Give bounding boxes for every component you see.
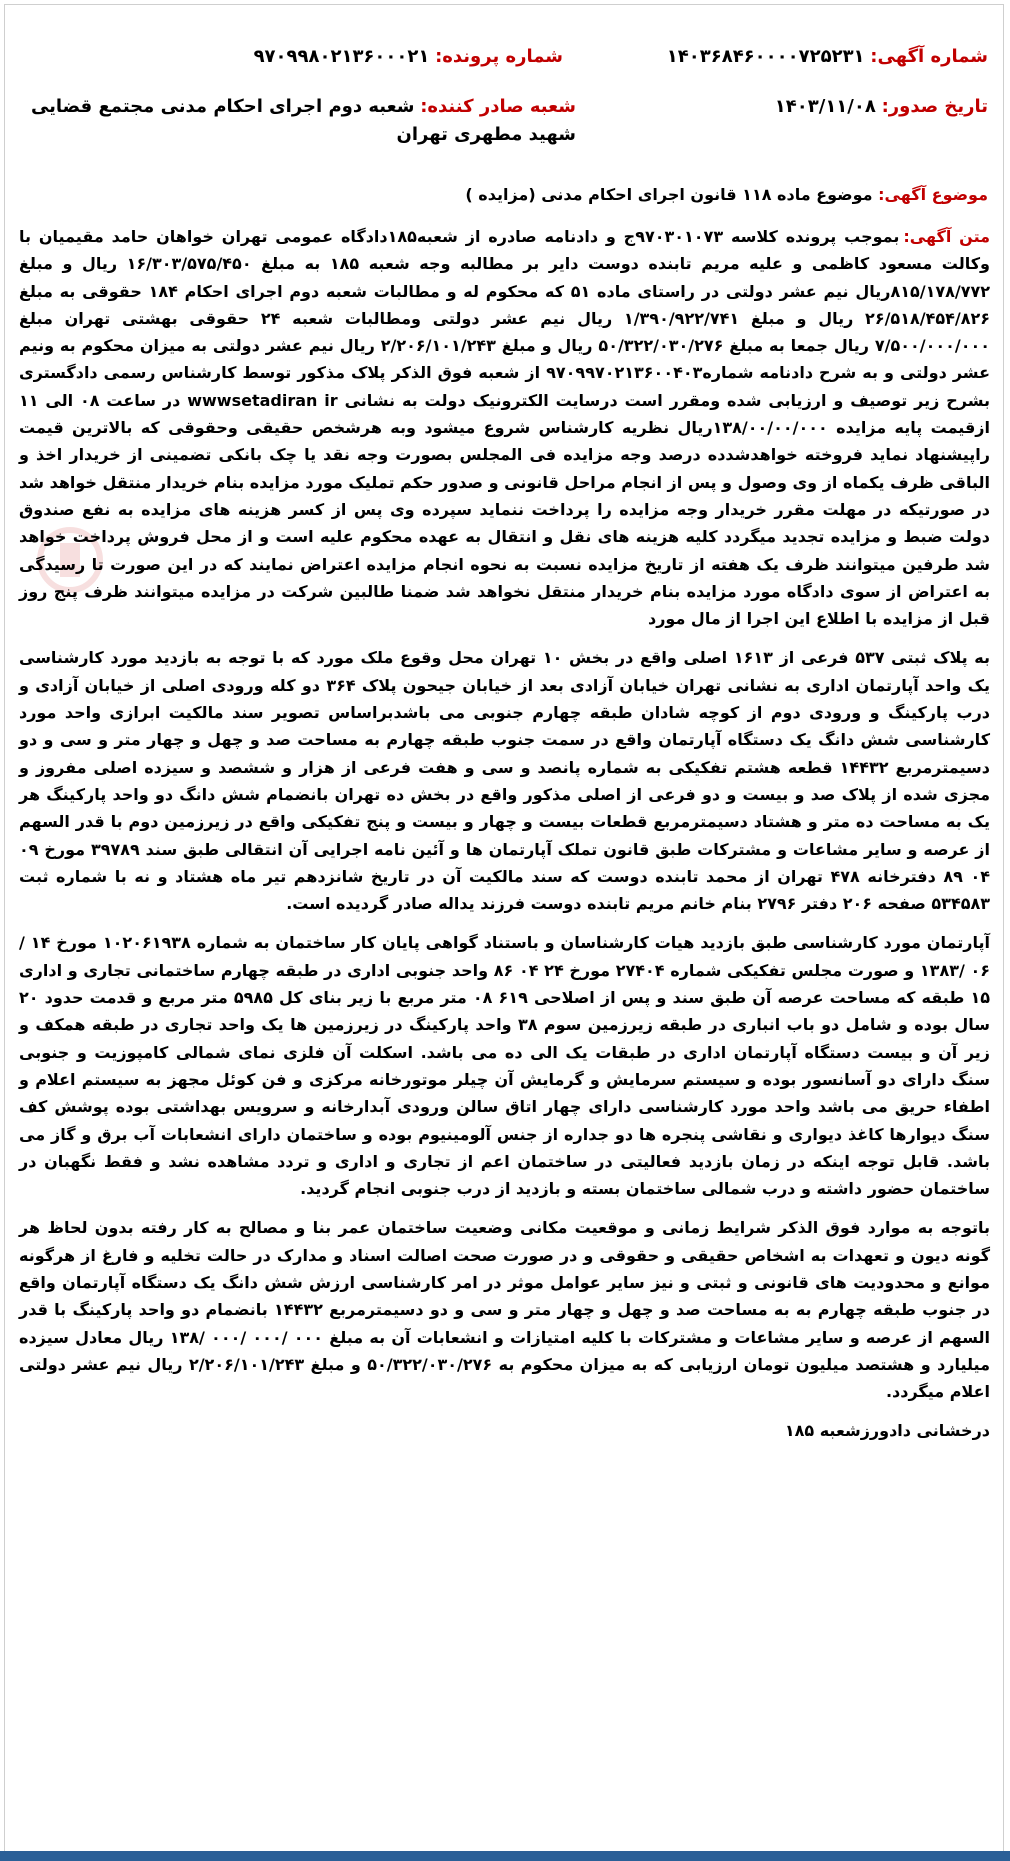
- notice-body: [19, 223, 990, 1457]
- issue-date-field: [775, 93, 988, 121]
- ad-number-label: شماره آگهی:: [870, 46, 988, 67]
- case-number-field: [254, 43, 563, 71]
- body-label: متن آگهی:: [903, 227, 990, 246]
- case-number-label: شماره پرونده:: [435, 46, 563, 67]
- issuing-branch-field: [16, 93, 576, 149]
- body-paragraph-1: [19, 223, 990, 632]
- subject-label: موضوع آگهی:: [878, 185, 988, 204]
- ad-number-field: [667, 43, 988, 71]
- issue-date-label: تاریخ صدور:: [881, 96, 988, 117]
- case-number-value: ۹۷۰۹۹۸۰۲۱۳۶۰۰۰۲۱: [253, 46, 430, 67]
- ad-number-value: ۱۴۰۳۶۸۴۶۰۰۰۰۷۲۵۲۳۱: [666, 46, 865, 67]
- issuing-branch-value: شعبه دوم اجرای احکام مدنی مجتمع قضایی شهید مطهری تهران: [30, 96, 576, 145]
- body-paragraph-4: باتوجه به موارد فوق الذکر شرایط زمانی و موقعیت مکانی وضعیت ساختمان عمر بنا و مصالح به کار رفته بدون لحاظ هر گونه دیون و تعهدات به اشخاص حقیقی و حقوقی و در صورت صحت اصالت اسناد و مدارک در حالت تخلیه و فارغ از هرگونه موانع و محدودیت های قانونی و ثبتی و نیز سایر عوامل موثر در امر کارشناسی ارزش شش دانگ یک دستگاه آپارتمان واقع در جنوب طبقه چهارم به به مساحت صد و چهل و چهار متر و سی و دو دسیمترمربع ۱۴۴۳۲ بانضمام دو واحد پارکینگ با قدر السهم از عرصه و سایر مشاعات و مشترکات با کلیه امتیازات و انشعابات آن به مبلغ ۰۰۰ /۰۰۰ /۰۰۰ /۱۳۸ ریال معادل سیزده میلیارد و هشتصد میلیون تومان ارزیابی که به میزان محکوم به ۵۰/۳۲۲/۰۳۰/۲۷۶ و مبلغ ۲/۲۰۶/۱۰۱/۲۴۳ ریال نیم عشر دولتی اعلام میگردد.: [19, 1218, 990, 1402]
- issuing-branch-label: شعبه صادر کننده:: [420, 96, 576, 117]
- signature: درخشانی دادورزشعبه ۱۸۵: [784, 1421, 990, 1441]
- issue-date-value: ۱۴۰۳/۱۱/۰۸: [774, 96, 876, 117]
- body-paragraph-2: به پلاک ثبتی ۵۳۷ فرعی از ۱۶۱۳ اصلی واقع در بخش ۱۰ تهران محل وقوع ملک مورد که با توجه به بازدید مورد کارشناسی یک واحد آپارتمان اداری به نشانی تهران خیابان آزادی بعد از خیابان جیحون پلاک ۳۶۴ دو کله ورودی اصلی از خیابان آزادی و درب پارکینگ و ورودی دوم از کوچه شادان طبقه چهارم جنوبی می باشدبراساس تصویر سند مالکیت ابرازی واحد مورد کارشناسی شش دانگ یک دستگاه آپارتمان واقع در سمت جنوب طبقه چهارم به مساحت صد و چهل و چهار متر و سی و دو دسیمترمربع ۱۴۴۳۲ قطعه هشتم تفکیکی به شماره پانصد و سی و هفت فرعی از هزار و ششصد و سیزده اصلی مفروز و مجزی شده از پلاک صد و بیست و دو فرعی از اصلی مذکور واقع در بخش ده تهران بانضمام شش دانگ دو واحد پارکینگ هر یک به مساحت ده متر و هشتاد دسیمترمربع قطعات بیست و چهار و بیست و پنج تفکیکی واقع در زیرزمین دوم با قدر السهم از عرصه و سایر مشاعات و مشترکات طبق قانون تملک آپارتمان ها و آئین نامه اجرایی آن انتقالی طبق سند ۳۹۷۸۹ مورخ ۰۹ ۰۴ ۸۹ دفترخانه ۴۷۸ تهران از محمد تابنده دوست که سند مالکیت آن در تاریخ شانزدهم تیر ماه هشتاد و نه با شماره ثبت ۵۳۴۵۸۳ صفحه ۲۰۶ دفتر ۲۷۹۶ بنام خانم مریم تابنده دوست فرزند یداله صادر گردیده است.: [19, 648, 991, 914]
- subject-text: موضوع ماده ۱۱۸ قانون اجرای احکام مدنی (مزایده ): [465, 185, 873, 204]
- notice-page: [4, 4, 1004, 1852]
- body-paragraph-1-text: بموجب پرونده کلاسه ۹۷۰۳۰۱۰۷۳ج و دادنامه صادره از شعبه۱۸۵دادگاه عمومی تهران خواهان حامد مقیمیان با وکالت مسعود کاظمی و علیه مریم تابنده دوست دایر بر مطالبه وجه شعبه ۱۸۵ به مبلغ ۱۶/۳۰۳/۵۷۵/۴۵۰ ریال و مبلغ ۸۱۵/۱۷۸/۷۷۲ریال نیم عشر دولتی در راستای ماده ۵۱ که محکوم له و مطالبات شعبه دوم اجرای احکام ۱۸۴ حقوقی به مبلغ ۲۶/۵۱۸/۴۵۴/۸۲۶ ریال و مبلغ ۱/۳۹۰/۹۲۲/۷۴۱ ریال نیم عشر دولتی ومطالبات شعبه ۲۴ حقوقی بهشتی تهران مبلغ ۷/۵۰۰/۰۰۰/۰۰۰ ریال جمعا به مبلغ ۵۰/۳۲۲/۰۳۰/۲۷۶ ریال و مبلغ ۲/۲۰۶/۱۰۱/۲۴۳ ریال نیم عشر دولتی به میزان محکوم به ونیم عشر دولتی و به شرح دادنامه شماره۹۷۰۹۹۷۰۲۱۳۶۰۰۴۰۳ از شعبه فوق الذکر پلاک مذکور توسط کارشناس رسمی دادگستری بشرح زیر توصیف و ارزیابی شده ومقرر است درسایت الکترونیک دولت به نشانی wwwsetadiran ir در ساعت ۰۸ الی ۱۱ ازقیمت پایه مزایده ۱۳۸/۰۰/۰۰/۰۰۰ریال نظریه کارشناس شروع میشود وبه هرشخص حقیقی وحقوقی که بالاترین قیمت راپیشنهاد نماید فروخته خواهدشدده درصد وجه مزایده فی المجلس بصورت وجه نقد یا چک بانکی تضمینی از خریدار اخذ و الباقی ظرف یکماه از وی وصول و پس از انجام مراحل قانونی و صدور حکم تملیک مورد مزایده بنام خریدار منتقل خواهد شد در صورتیکه در مهلت مقرر خریدار وجه مزایده را پرداخت ننماید سپرده وی پس از کسر هزینه های مزایده به نفع صندوق دولت ضبط و مزایده تجدید میگردد کلیه هزینه های نقل و انتقال به عهده محکوم علیه است و از محل فروش پرداخت خواهد شد طرفین میتوانند ظرف یک هفته از تاریخ مزایده نسبت به نحوه انجام مزایده اعتراض نمایند که در این صورت تا رسیدگی به اعتراض از سوی دادگاه مورد مزایده بنام خریدار منتقل نخواهد شد ضمنا طالبین شرکت در مزایده میتوانند ظرف پنج روز قبل از مزایده با اطلاع این اجرا از مال مورد: [19, 227, 991, 629]
- body-paragraph-3: آپارتمان مورد کارشناسی طبق بازدید هیات کارشناسان و باستناد گواهی پایان کار ساختمان به شماره ۱۰۲۰۶۱۹۳۸ مورخ ۱۴ /۰۶ /۱۳۸۳ و صورت مجلس تفکیکی شماره ۲۷۴۰۴ مورخ ۲۴ ۰۴ ۸۶ واحد جنوبی اداری در طبقه چهارم ساختمانی تجاری و اداری ۱۵ طبقه که مساحت عرصه آن طبق سند و پس از اصلاحی ۶۱۹ ۰۸ متر مربع با زیر بنای کل ۵۹۸۵ متر مربع و قدمت حدود ۲۰ سال بوده و شامل دو باب انباری در طبقه زیرزمین سوم ۳۸ واحد پارکینگ در زیرزمین ها یک واحد تجاری در طبقه همکف و زیر آن و بیست دستگاه آپارتمان اداری در طبقات یک الی ده می باشد. اسکلت آن فلزی نمای شمالی کامپوزیت و جنوبی سنگ دارای دو آسانسور بوده و سیستم سرمایش و گرمایش آن چیلر موتورخانه مرکزی و فن کوئل مجهز به سیستم اعلام و اطفاء حریق می باشد واحد مورد کارشناسی دارای چهار اتاق سالن ورودی آبدارخانه و سرویس بهداشتی بوده پوشش کف سنگ دیوارها کاغذ دیواری و نقاشی پنجره ها دو جداره از جنس آلومینیوم بوده و ساختمان دارای انشعابات آب برق و گاز می باشد. قابل توجه اینکه در زمان بازدید فعالیتی در ساختمان اعم از تجاری و اداری و تردد مشاهده نشد و فقط نگهبان در ساختمان حضور داشته و درب شمالی ساختمان بسته و بازدید از درب جنوبی انجام گردید.: [19, 933, 991, 1199]
- bottom-bar: [0, 1851, 1010, 1861]
- notice-subject: [465, 183, 988, 207]
